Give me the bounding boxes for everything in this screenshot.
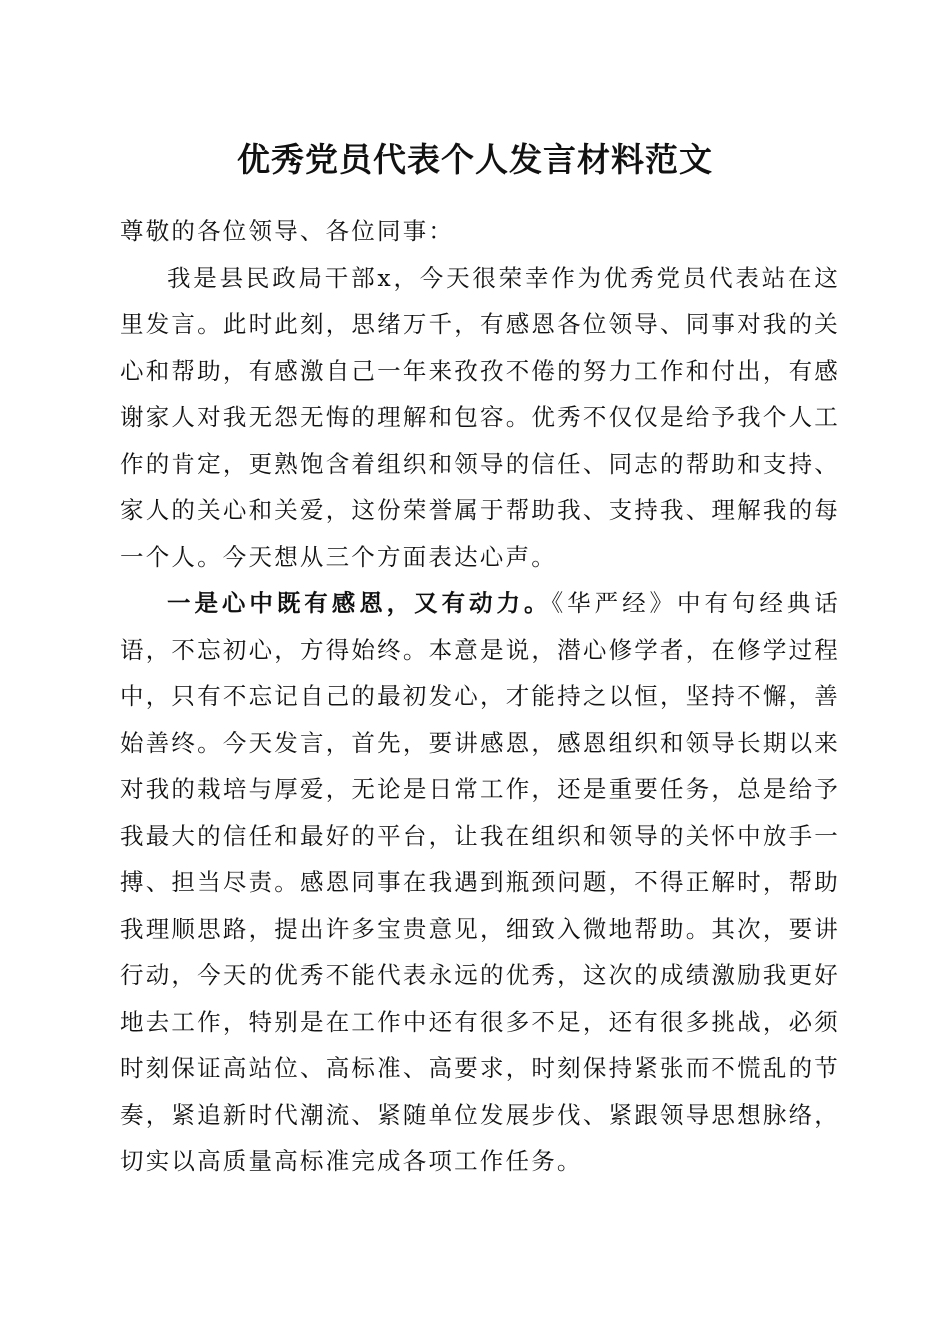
paragraph-point-one-body: 《华严经》中有句经典话语，不忘初心，方得始终。本意是说，潜心修学者，在修学过程中，只有不忘记自己的最初发心，才能持之以恒，坚持不懈，善始善终。今天发言，首先，要讲感恩，感恩组织和领导长期以来对我的栽培与厚爱，无论是日常工作，还是重要任务，总是给予我最大的信任和最好的平台，让我在组织和领导的关怀中放手一搏、担当尽责。感恩同事在我遇到瓶颈问题，不得正解时，帮助我理顺思路，提出许多宝贵意见，细致入微地帮助。其次，要讲行动，今天的优秀不能代表永远的优秀，这次的成绩激励我更好地去工作，特别是在工作中还有很多不足，还有很多挑战，必须时刻保证高站位、高标准、高要求，时刻保持紧张而不慌乱的节奏，紧追新时代潮流、紧随单位发展步伐、紧跟领导思想脉络，切实以高质量高标准完成各项工作任务。 (120, 589, 840, 1175)
document-body (120, 208, 840, 1185)
paragraph-point-one (120, 580, 840, 1185)
salutation: 尊敬的各位领导、各位同事： (120, 217, 455, 245)
paragraph-lead: 一是心中既有感恩，又有动力。 (167, 589, 552, 617)
document-title: 优秀党员代表个人发言材料范文 (237, 140, 713, 179)
paragraph-intro: 我是县民政局干部x，今天很荣幸作为优秀党员代表站在这里发言。此时此刻，思绪万千，有感恩各位领导、同事对我的关心和帮助，有感激自己一年来孜孜不倦的努力工作和付出，有感谢家人对我无怨无悔的理解和包容。优秀不仅仅是给予我个人工作的肯定，更熟饱含着组织和领导的信任、同志的帮助和支持、家人的关心和关爱，这份荣誉属于帮助我、支持我、理解我的每一个人。今天想从三个方面表达心声。 (120, 263, 840, 571)
